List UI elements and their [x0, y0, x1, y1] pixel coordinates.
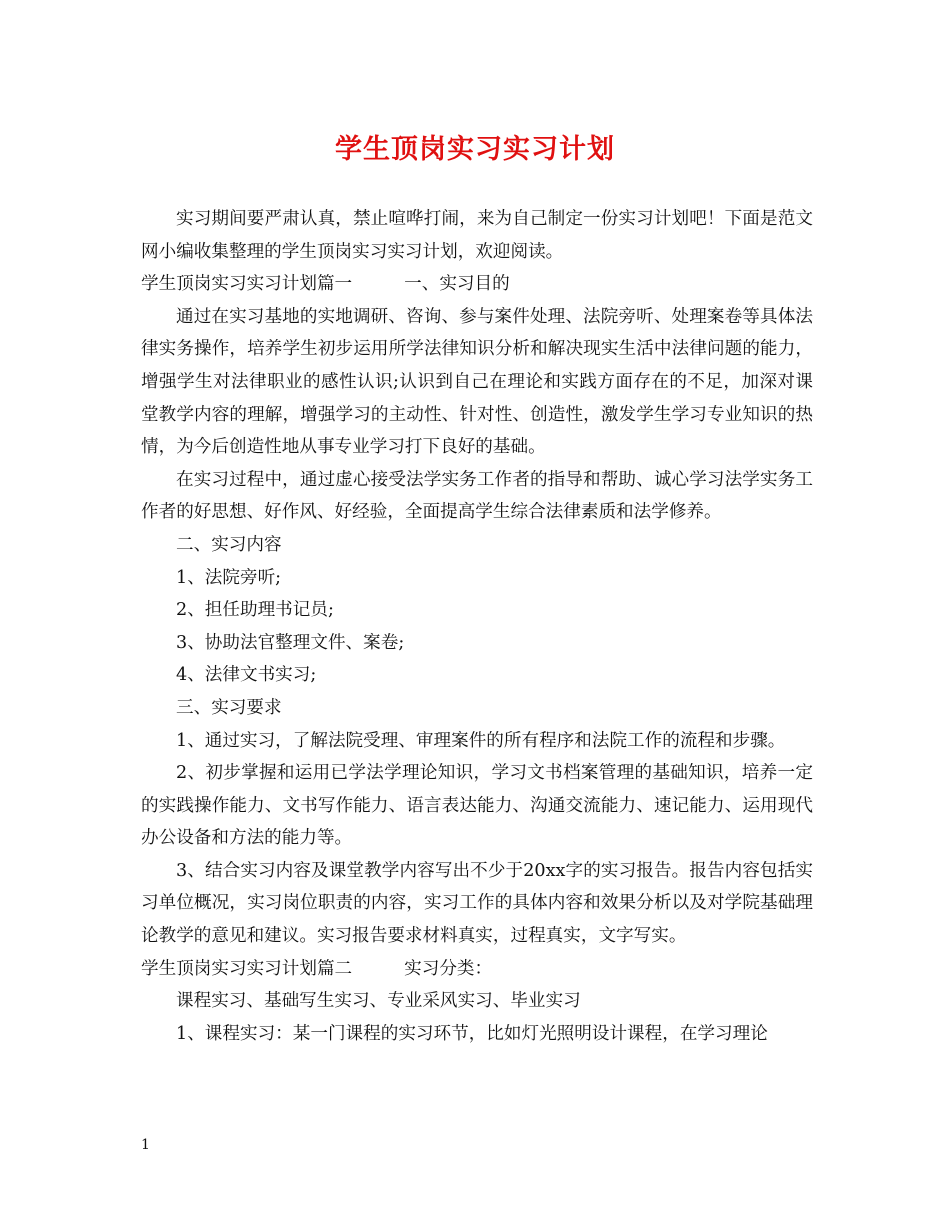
paragraph-categories: 课程实习、基础写生实习、专业采风实习、毕业实习	[176, 991, 581, 1012]
section-heading-title: 学生顶岗实习实习计划篇二	[141, 958, 353, 979]
paragraph-process: 在实习过程中，通过虚心接受法学实务工作者的指导和帮助、诚心学习法学实务工作者的好思想、好作风、好经验，全面提高学生综合法律素质和法学修养。	[141, 469, 813, 523]
list-item: 1、通过实习，了解法院受理、审理案件的所有程序和法院工作的流程和步骤。	[176, 730, 786, 751]
section-heading-1	[141, 268, 813, 301]
section-heading-title: 学生顶岗实习实习计划篇一	[141, 274, 353, 295]
paragraph-purpose: 通过在实习基地的实地调研、咨询、参与案件处理、法院旁听、处理案卷等具体法律实务操作，培养学生初步运用所学法律知识分析和解决现实生活中法律问题的能力，增强学生对法律职业的感性认识;认识到自己在理论和实践方面存在的不足，加深对课堂教学内容的理解，增强学习的主动性、针对性、创造性，激发学生学习专业知识的热情，为今后创造性地从事专业学习打下良好的基础。	[141, 306, 813, 458]
list-item: 3、协助法官整理文件、案卷;	[176, 632, 405, 653]
heading-requirements: 三、实习要求	[176, 697, 282, 718]
page-number: 1	[141, 1137, 150, 1153]
paragraph-intro: 实习期间要严肃认真，禁止喧哗打闹，来为自己制定一份实习计划吧！下面是范文网小编收集整理的学生顶岗实习实习计划，欢迎阅读。	[141, 209, 813, 262]
list-item: 4、法律文书实习;	[176, 665, 317, 686]
section-heading-subtitle: 实习分类：	[404, 958, 493, 979]
list-item: 1、课程实习：某一门课程的实习环节，比如灯光照明设计课程，在学习理论	[176, 1023, 768, 1044]
document-title: 学生顶岗实习实习计划	[335, 134, 615, 165]
heading-content: 二、实习内容	[176, 534, 282, 555]
list-item: 1、法院旁听;	[176, 567, 282, 588]
list-item: 2、初步掌握和运用已学法学理论知识，学习文书档案管理的基础知识，培养一定的实践操作能力、文书写作能力、语言表达能力、沟通交流能力、速记能力、运用现代办公设备和方法的能力等。	[141, 763, 813, 849]
list-item: 3、结合实习内容及课堂教学内容写出不少于20xx字的实习报告。报告内容包括实习单位概况，实习岗位职责的内容，实习工作的具体内容和效果分析以及对学院基础理论教学的意见和建议。实习报告要求材料真实，过程真实，文字写实。	[141, 860, 813, 947]
section-heading-2	[141, 953, 813, 986]
document-body	[141, 203, 813, 1050]
list-item: 2、担任助理书记员;	[176, 600, 334, 621]
section-heading-subtitle: 一、实习目的	[404, 274, 510, 295]
